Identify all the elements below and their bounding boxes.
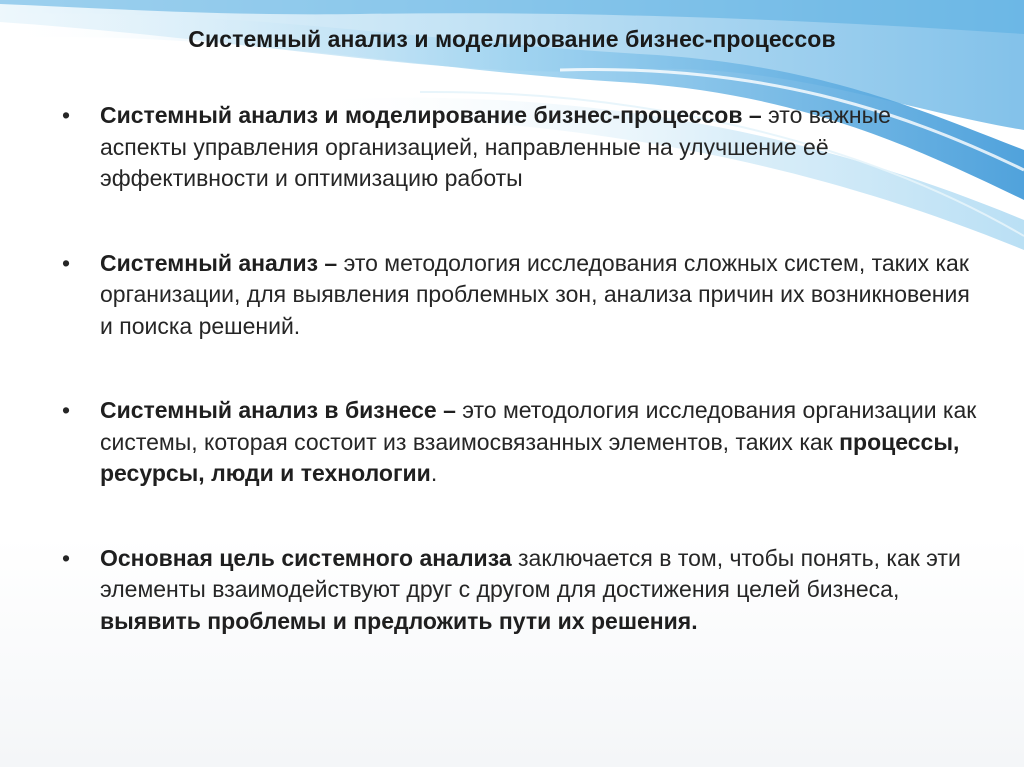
bullet-4-bold-emphasis: выявить проблемы и предложить пути их решения. (100, 607, 698, 634)
slide-title: Системный анализ и моделирование бизнес-процессов (188, 26, 836, 52)
bullet-3-bold-emphasis: процессы, ресурсы, люди и технологии (100, 428, 960, 486)
bullet-dot: • (62, 102, 71, 128)
bullet-dot: • (62, 397, 71, 423)
bullet-dot: • (62, 249, 71, 276)
bullet-3-text-end: . (430, 460, 438, 486)
bullet-item (62, 248, 982, 343)
bullet-2-bold-lead: Системный анализ – (100, 249, 338, 276)
bullet-4-bold-lead: Основная цель системного анализа (100, 544, 512, 571)
bullet-4-text: заключается в том, чтобы понять, как эти элементы взаимодействуют друг с другом для достижения целей бизнеса, (100, 544, 961, 602)
bullet-1-bold-lead: Системный анализ и моделирование бизнес-процессов – (100, 102, 762, 128)
bullet-dot: • (62, 544, 71, 571)
bullet-3-bold-lead: Системный анализ в бизнесе – (100, 397, 456, 423)
bullet-3-text: это методология исследования организации как системы, которая состоит из взаимосвязанных элементов, таких как (100, 397, 977, 455)
bullet-list (62, 100, 982, 637)
bullet-item (62, 395, 982, 490)
bullet-item (62, 100, 982, 195)
bullet-1-text: это важные аспекты управления организацией, направленные на улучшение её эффективности и оптимизацию работы (100, 102, 891, 191)
bullet-2-text: это методология исследования сложных систем, таких как организации, для выявления проблемных зон, анализа причин их возникновения и поиска решений. (100, 249, 970, 339)
bullet-item (62, 543, 982, 638)
